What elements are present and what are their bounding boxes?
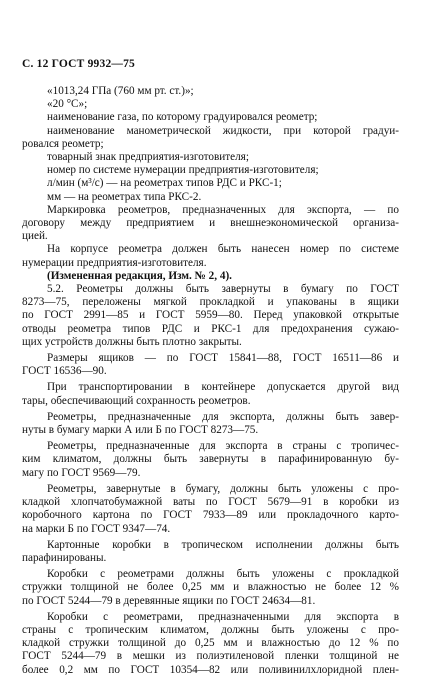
text-line: товарный знак предприятия-изготовителя; — [47, 151, 249, 164]
text-line: коробочного картона по ГОСТ 7933—89 или прокладочного карто- — [22, 509, 399, 522]
text-line: 5.2. Реометры должны быть завернуты в бумагу по ГОСТ — [47, 283, 399, 296]
text-line: л/мин (м³/с) — на реометрах типов РДС и РКС-1; — [47, 177, 282, 190]
text-line: кладкой стружки толщиной до 0,25 мм и влажностью до 12 % по — [22, 637, 399, 650]
text-line: парафинированы. — [22, 551, 107, 564]
text-line: ким климатом, должны быть завернуты в парафинированную бу- — [22, 453, 399, 466]
text-line: мм — на реометрах типа РКС-2. — [47, 190, 202, 203]
text-line: договору между предприятием и внешнеэкономической организа- — [22, 217, 399, 230]
text-line: ГОСТ 16536—90. — [22, 365, 107, 378]
text-line: кладкой хлопчатобумажной ваты по ГОСТ 5679—91 в коробки из — [22, 496, 399, 509]
body-text — [22, 85, 399, 677]
text-line: Реометры, завернутые в бумагу, должны быть уложены с про- — [47, 482, 399, 495]
text-line: более 0,2 мм по ГОСТ 10354—82 или поливинилхлоридной плен- — [22, 663, 399, 676]
text-line: стружки толщиной не более 0,25 мм и влажностью не более 12 % — [22, 581, 399, 594]
text-line: Картонные коробки в тропическом исполнении должны быть — [47, 538, 399, 551]
text-line: щих устройств должны быть плотно закрыты. — [22, 335, 242, 348]
text-line: магу по ГОСТ 9569—79. — [22, 466, 141, 479]
text-line: ГОСТ 5244—79 в мешки из полиэтиленовой пленки толщиной не — [22, 650, 399, 663]
page-header: С. 12 ГОСТ 9932—75 — [22, 58, 135, 70]
text-line: На корпусе реометра должен быть нанесен номер по системе — [47, 243, 399, 256]
text-line: «1013,24 ГПа (760 мм рт. ст.)»; — [47, 85, 194, 97]
text-line: на марки Б по ГОСТ 9347—74. — [22, 522, 171, 535]
text-line: Коробки с реометрами, предназначенными для экспорта в — [47, 610, 399, 623]
text-line: цией. — [22, 230, 48, 243]
text-line: по ГОСТ 5244—79 в деревянные ящики по ГОСТ 24634—81. — [22, 594, 316, 607]
text-line: тары, обеспечивающий сохранность реометров. — [22, 394, 251, 407]
text-line: страны с тропическим климатом, должны быть уложены с про- — [22, 623, 399, 636]
text-line: наименование газа, по которому градуировался реометр; — [47, 111, 318, 124]
text-line: номер по системе нумерации предприятия-изготовителя; — [47, 164, 319, 177]
text-line: отводы реометра типов РДС и РКС-1 для предохранения сужаю- — [22, 322, 399, 335]
text-line: Маркировка реометров, предназначенных для экспорта, — по — [47, 203, 399, 216]
text-line: по ГОСТ 2991—85 и ГОСТ 5959—80. Перед упаковкой открытые — [22, 309, 399, 322]
text-line: нуты в бумагу марки А или Б по ГОСТ 8273—75. — [22, 424, 259, 437]
text-line: ровался реометр; — [22, 137, 104, 150]
text-line: Реометры, предназначенные для экспорта в страны с тропичес- — [47, 440, 399, 453]
text-line: При транспортировании в контейнере допускается другой вид — [47, 381, 399, 394]
text-line: Реометры, предназначенные для экспорта, должны быть завер- — [47, 410, 399, 423]
text-line: Коробки с реометрами должны быть уложены с прокладкой — [47, 568, 399, 581]
text-line: «20 °С»; — [47, 98, 88, 111]
revision-note: (Измененная редакция, Изм. № 2, 4). — [47, 269, 232, 282]
text-line: Размеры ящиков — по ГОСТ 15841—88, ГОСТ 16511—86 и — [47, 352, 399, 365]
text-line: нумерации предприятия-изготовителя. — [22, 256, 207, 269]
text-line: наименование манометрической жидкости, при которой градуи- — [47, 124, 399, 137]
text-line: 8273—75, переложены мягкой прокладкой и упакованы в ящики — [22, 296, 399, 309]
